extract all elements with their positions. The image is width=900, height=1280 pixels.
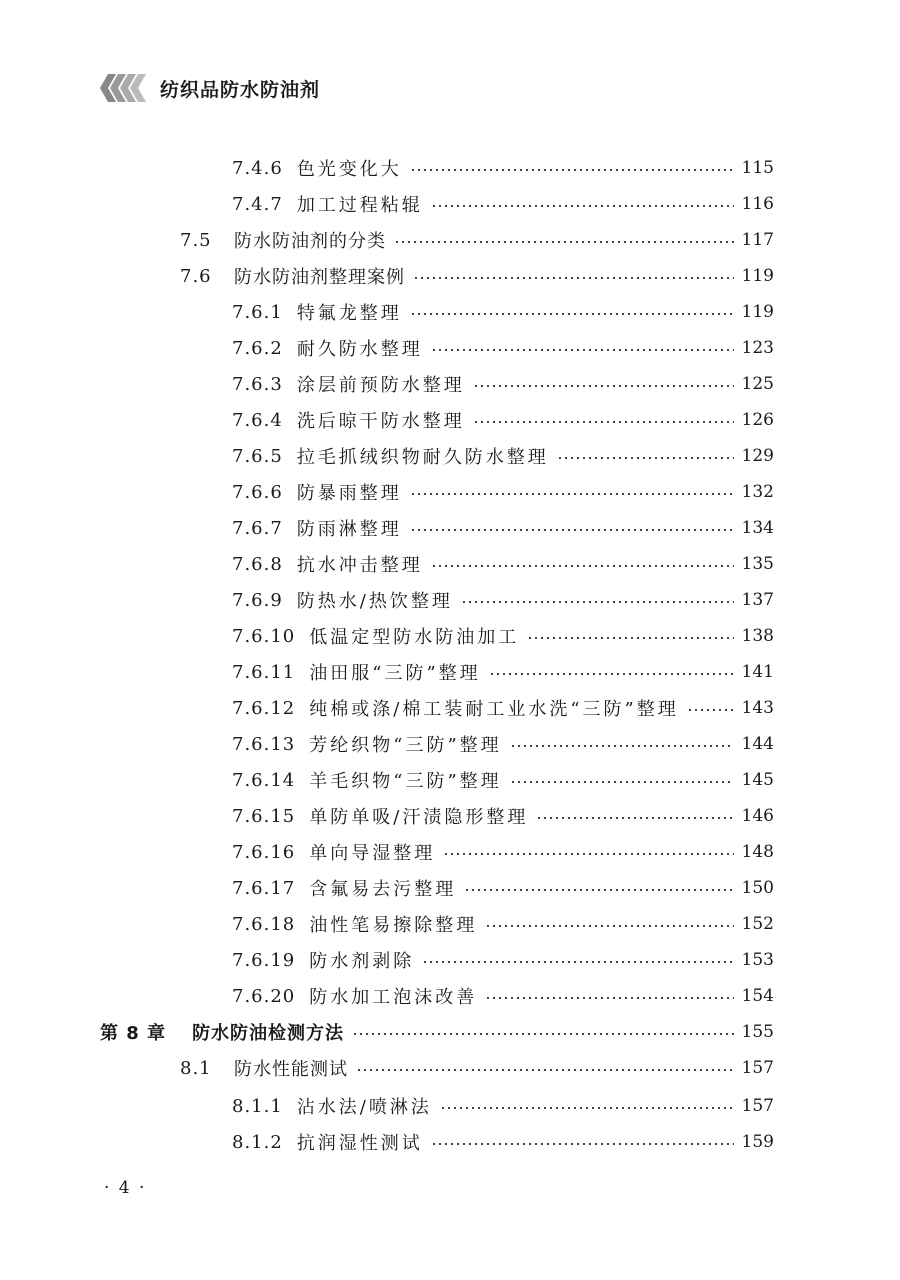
dot-leader: [431, 565, 734, 567]
toc-entry-number: 7.6.20: [232, 985, 296, 1007]
dot-leader: [485, 997, 733, 999]
dot-leader: [687, 709, 734, 711]
toc-entry-title: 防水防油剂的分类: [234, 231, 386, 252]
toc-entry-title: 油性笔易擦除整理: [309, 915, 478, 936]
toc-entry-number: 7.6.2: [232, 337, 283, 359]
toc-entry[interactable]: [232, 942, 774, 978]
toc-entry-number: 7.6.3: [232, 373, 283, 395]
toc-entry[interactable]: [232, 402, 774, 438]
dot-leader: [440, 1107, 734, 1109]
toc-entry-number: 7.5: [180, 229, 212, 251]
toc-entry-page: 119: [741, 302, 774, 322]
toc-entry[interactable]: [232, 510, 774, 546]
dot-leader: [443, 853, 733, 855]
toc-entry-title: 防雨淋整理: [296, 519, 402, 540]
toc-entry-page: 125: [741, 374, 774, 394]
toc-entry[interactable]: [232, 870, 774, 906]
toc-entry-number: 7.6.13: [232, 733, 296, 755]
toc-entry-number: 7.6.9: [232, 589, 283, 611]
toc-entry[interactable]: [232, 654, 774, 690]
dot-leader: [485, 925, 733, 927]
toc-entry-number: 7.6.5: [232, 445, 283, 467]
toc-entry-title: 低温定型防水防油加工: [309, 627, 520, 648]
dot-leader: [410, 169, 734, 171]
toc-entry-title: 防水剂剥除: [309, 951, 415, 972]
toc-entry-page: 157: [741, 1096, 774, 1116]
toc-entry[interactable]: [232, 186, 774, 222]
dot-leader: [536, 817, 733, 819]
dot-leader: [464, 889, 733, 891]
toc-entry-page: 150: [741, 878, 774, 898]
dot-leader: [356, 1069, 734, 1071]
toc-entry[interactable]: [100, 1014, 774, 1050]
dot-leader: [413, 277, 734, 279]
dot-leader: [352, 1033, 733, 1035]
toc-entry-page: 126: [741, 410, 774, 430]
toc-entry[interactable]: [232, 690, 774, 726]
toc-entry-title: 拉毛抓绒织物耐久防水整理: [296, 447, 549, 468]
toc-entry-title: 涂层前预防水整理: [296, 375, 465, 396]
toc-entry-title: 单向导湿整理: [309, 843, 436, 864]
toc-entry-title: 纯棉或涤/棉工装耐工业水洗“三防”整理: [309, 699, 679, 720]
dot-leader: [510, 781, 734, 783]
toc-entry-page: 117: [741, 230, 774, 250]
dot-leader: [461, 601, 734, 603]
toc-entry-number: 7.6.11: [232, 661, 296, 683]
toc-entry-number: 7.6.18: [232, 913, 296, 935]
dot-leader: [473, 385, 734, 387]
toc-entry[interactable]: [232, 726, 774, 762]
toc-entry[interactable]: [232, 618, 774, 654]
toc-entry-title: 防水防油检测方法: [192, 1023, 345, 1044]
dot-leader: [527, 637, 733, 639]
toc-entry[interactable]: [180, 258, 774, 294]
book-title: 纺织品防水防油剂: [160, 78, 321, 101]
toc-entry-page: 148: [741, 842, 774, 862]
page-number: · 4 ·: [104, 1178, 147, 1198]
toc-entry-page: 159: [741, 1132, 774, 1152]
toc-entry-title: 加工过程粘辊: [296, 195, 423, 216]
toc-entry-number: 8.1: [180, 1057, 212, 1079]
toc-entry-page: 155: [741, 1022, 774, 1042]
toc-entry-page: 137: [741, 590, 774, 610]
toc-entry-page: 135: [741, 554, 774, 574]
toc-entry-page: 152: [741, 914, 774, 934]
toc-entry-number: 7.4.7: [232, 193, 283, 215]
dot-leader: [410, 313, 734, 315]
toc-entry-page: 157: [741, 1058, 774, 1078]
chevron-ornament-icon: [100, 74, 146, 102]
toc-entry-number: 7.6.17: [232, 877, 296, 899]
toc-entry-page: 132: [741, 482, 774, 502]
toc-entry[interactable]: [232, 906, 774, 942]
toc-entry-number: 8.1.2: [232, 1131, 283, 1153]
toc-entry-page: 119: [741, 266, 774, 286]
toc-entry[interactable]: [232, 330, 774, 366]
toc-entry-number: 7.6.4: [232, 409, 283, 431]
toc-entry-title: 耐久防水整理: [296, 339, 423, 360]
toc-entry-title: 防水性能测试: [234, 1059, 348, 1080]
dot-leader: [473, 421, 734, 423]
dot-leader: [410, 529, 734, 531]
toc-entry-number: 7.6.6: [232, 481, 283, 503]
dot-leader: [489, 673, 734, 675]
toc-entry[interactable]: [232, 798, 774, 834]
toc-entry-page: 153: [741, 950, 774, 970]
toc-entry[interactable]: [232, 1088, 774, 1124]
running-header: [100, 74, 320, 102]
dot-leader: [510, 745, 734, 747]
toc-entry-number: 7.6.1: [232, 301, 283, 323]
toc-entry-title: 抗水冲击整理: [296, 555, 423, 576]
toc-entry-number: 7.6.12: [232, 697, 296, 719]
toc-entry[interactable]: [232, 978, 774, 1014]
toc-entry-number: 7.6: [180, 265, 212, 287]
toc-entry-number: 8.1.1: [232, 1095, 283, 1117]
toc-entry-title: 防暴雨整理: [296, 483, 402, 504]
toc-entry-number: 7.4.6: [232, 157, 283, 179]
toc-entry-number: 第 8 章: [100, 1023, 167, 1044]
toc-entry-page: 141: [741, 662, 774, 682]
toc-entry-number: 7.6.10: [232, 625, 296, 647]
toc-entry-number: 7.6.15: [232, 805, 296, 827]
dot-leader: [410, 493, 734, 495]
toc-entry-number: 7.6.14: [232, 769, 296, 791]
toc-entry[interactable]: [180, 1050, 774, 1086]
toc-entry-number: 7.6.16: [232, 841, 296, 863]
toc-entry[interactable]: [232, 474, 774, 510]
toc-entry[interactable]: [232, 366, 774, 402]
toc-entry[interactable]: [232, 1124, 774, 1160]
toc-entry-title: 特氟龙整理: [296, 303, 402, 324]
toc-entry-title: 羊毛织物“三防”整理: [309, 771, 502, 792]
toc-entry-page: 143: [741, 698, 774, 718]
dot-leader: [557, 457, 734, 459]
toc-entry-number: 7.6.19: [232, 949, 296, 971]
toc-entry-page: 154: [741, 986, 774, 1006]
toc-entry[interactable]: [232, 546, 774, 582]
toc-entry-page: 123: [741, 338, 774, 358]
toc-entry-title: 单防单吸/汗渍隐形整理: [309, 807, 529, 828]
dot-leader: [422, 961, 733, 963]
toc-entry-page: 144: [741, 734, 774, 754]
toc-entry-title: 防热水/热饮整理: [296, 591, 453, 612]
toc-entry-title: 防水加工泡沫改善: [309, 987, 478, 1008]
toc-entry-title: 色光变化大: [296, 159, 402, 180]
toc-entry-page: 145: [741, 770, 774, 790]
toc-entry-title: 芳纶织物“三防”整理: [309, 735, 502, 756]
dot-leader: [431, 205, 734, 207]
toc-entry-page: 115: [741, 158, 774, 178]
toc-entry[interactable]: [232, 762, 774, 798]
toc-entry-title: 沾水法/喷淋法: [296, 1097, 432, 1118]
toc-entry-page: 146: [741, 806, 774, 826]
toc-entry-title: 防水防油剂整理案例: [234, 267, 405, 288]
dot-leader: [431, 349, 734, 351]
toc-entry-page: 116: [741, 194, 774, 214]
toc-entry[interactable]: [180, 222, 774, 258]
toc-entry-page: 129: [741, 446, 774, 466]
toc-entry-page: 138: [741, 626, 774, 646]
toc-entry[interactable]: [232, 834, 774, 870]
toc-entry-number: 7.6.7: [232, 517, 283, 539]
toc-entry-title: 洗后晾干防水整理: [296, 411, 465, 432]
toc-entry-title: 油田服“三防”整理: [309, 663, 481, 684]
dot-leader: [431, 1143, 734, 1145]
toc-entry[interactable]: [232, 294, 774, 330]
toc-entry[interactable]: [232, 582, 774, 618]
dot-leader: [394, 241, 734, 243]
toc-entry-number: 7.6.8: [232, 553, 283, 575]
toc-entry[interactable]: [232, 438, 774, 474]
toc-entry-title: 含氟易去污整理: [309, 879, 457, 900]
toc-entry[interactable]: [232, 150, 774, 186]
toc-entry-page: 134: [741, 518, 774, 538]
toc-entry-title: 抗润湿性测试: [296, 1133, 423, 1154]
